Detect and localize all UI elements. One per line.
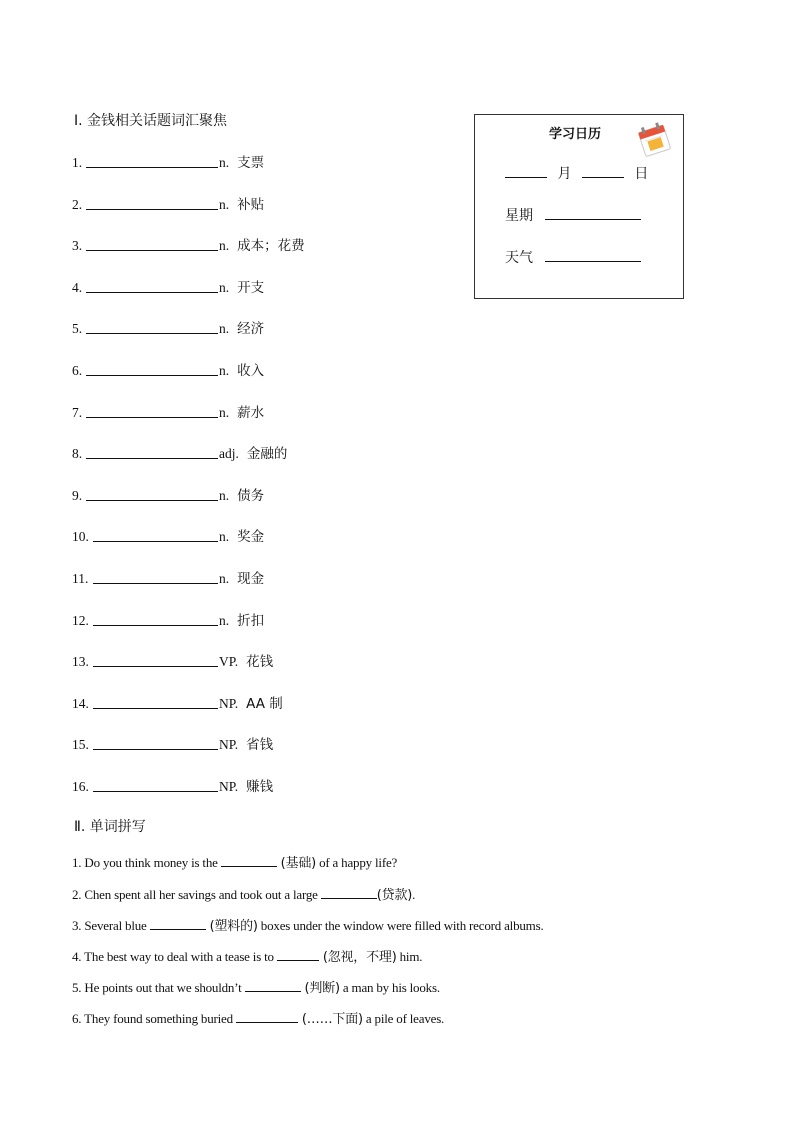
vocab-item xyxy=(72,234,305,254)
vocab-number: 5. xyxy=(72,321,83,337)
part-of-speech: n. xyxy=(219,196,230,212)
weather-label: 天气 xyxy=(505,250,533,266)
sentence-text-after: him. xyxy=(396,949,423,964)
part-of-speech: n. xyxy=(219,279,230,295)
sentence-text-after: . xyxy=(412,887,416,902)
vocab-answer-blank[interactable] xyxy=(86,499,218,501)
vocab-answer-blank[interactable] xyxy=(86,249,218,251)
sentence-text-before: 3. Several blue xyxy=(72,918,150,933)
spelling-sentence xyxy=(72,1008,444,1027)
study-calendar-box xyxy=(474,114,684,299)
chinese-meaning: 经济 xyxy=(237,321,265,338)
vocab-answer-blank[interactable] xyxy=(93,707,218,709)
chinese-hint: (忽视，不理) xyxy=(318,950,397,965)
part-of-speech: n. xyxy=(219,363,230,378)
part-of-speech: n. xyxy=(219,529,230,545)
vocab-number: 8. xyxy=(72,446,83,462)
vocab-answer-blank[interactable] xyxy=(93,540,218,542)
section2-title: Ⅱ. 单词拼写 xyxy=(74,819,146,835)
sentence-text-after: a pile of leaves. xyxy=(362,1011,445,1026)
calendar-title: 学习日历 xyxy=(549,127,602,142)
vocab-item xyxy=(72,525,264,545)
vocab-item xyxy=(72,276,264,296)
spelling-answer-blank[interactable] xyxy=(236,1021,298,1023)
part-of-speech: n. xyxy=(219,612,230,628)
day-label: 日 xyxy=(634,166,649,182)
spelling-answer-blank[interactable] xyxy=(321,897,377,899)
calendar-weather-line xyxy=(505,247,641,267)
vocab-answer-blank[interactable] xyxy=(86,291,218,293)
chinese-meaning: 花钱 xyxy=(246,654,274,671)
vocab-item xyxy=(72,193,264,213)
spelling-answer-blank[interactable] xyxy=(245,990,301,992)
vocab-item xyxy=(72,442,287,462)
vocab-item xyxy=(72,151,264,171)
sentence-text-before: 5. He points out that we shouldn’t xyxy=(72,980,245,995)
chinese-meaning: 成本；花费 xyxy=(237,238,305,255)
chinese-meaning: 省钱 xyxy=(246,737,274,754)
vocab-answer-blank[interactable] xyxy=(93,665,218,667)
spelling-answer-blank[interactable] xyxy=(150,928,206,930)
sentence-text-after: a man by his looks. xyxy=(339,980,440,995)
chinese-meaning: 开支 xyxy=(237,279,265,296)
month-label: 月 xyxy=(557,166,572,182)
sentence-text-before: 6. They found something buried xyxy=(72,1011,236,1026)
part-of-speech: NP. xyxy=(219,695,239,711)
section1-title: Ⅰ. 金钱相关话题词汇聚焦 xyxy=(74,113,228,129)
vocab-number: 6. xyxy=(72,363,83,378)
chinese-meaning: 债务 xyxy=(237,487,265,504)
vocab-item xyxy=(72,484,264,504)
sentence-text-before: 4. The best way to deal with a tease is to xyxy=(72,949,277,964)
vocab-answer-blank[interactable] xyxy=(93,748,218,750)
calendar-icon xyxy=(635,119,675,159)
vocab-answer-blank[interactable] xyxy=(86,166,218,168)
vocab-item xyxy=(72,317,264,337)
vocab-item xyxy=(72,359,264,379)
vocab-number: 12. xyxy=(72,612,89,628)
vocab-answer-blank[interactable] xyxy=(93,624,218,626)
vocab-item xyxy=(72,609,264,629)
chinese-hint: (判断) xyxy=(300,981,340,996)
chinese-meaning: 收入 xyxy=(237,363,265,379)
part-of-speech: NP. xyxy=(219,737,239,753)
vocab-answer-blank[interactable] xyxy=(86,332,218,334)
chinese-meaning: 折扣 xyxy=(237,612,265,629)
weather-blank[interactable] xyxy=(545,260,641,262)
vocab-number: 9. xyxy=(72,487,83,503)
chinese-hint: (贷款) xyxy=(376,888,413,903)
vocab-number: 1. xyxy=(72,155,83,170)
vocab-answer-blank[interactable] xyxy=(93,582,218,584)
part-of-speech: n. xyxy=(219,321,230,337)
chinese-meaning: AA 制 xyxy=(246,695,283,712)
sentence-text-after: boxes under the window were filled with record albums. xyxy=(257,918,544,933)
vocab-number: 15. xyxy=(72,737,89,753)
part-of-speech: n. xyxy=(219,404,230,420)
sentence-text-before: 2. Chen spent all her savings and took out a large xyxy=(72,887,321,902)
chinese-hint: (塑料的) xyxy=(205,919,258,934)
day-blank[interactable] xyxy=(582,176,624,178)
calendar-date-line xyxy=(505,163,648,183)
vocab-item xyxy=(72,650,273,670)
vocab-item xyxy=(72,775,273,795)
spelling-answer-blank[interactable] xyxy=(277,959,319,961)
part-of-speech: n. xyxy=(219,487,230,503)
chinese-meaning: 奖金 xyxy=(237,529,265,546)
vocab-answer-blank[interactable] xyxy=(86,208,218,210)
chinese-hint: (……下面) xyxy=(297,1012,363,1027)
sentence-text-after: of a happy life? xyxy=(316,855,398,870)
weekday-blank[interactable] xyxy=(545,218,641,220)
month-blank[interactable] xyxy=(505,176,547,178)
spelling-sentence xyxy=(72,946,422,965)
part-of-speech: n. xyxy=(219,155,230,170)
part-of-speech: NP. xyxy=(219,779,239,794)
vocab-item xyxy=(72,733,273,753)
vocab-number: 14. xyxy=(72,695,89,711)
spelling-answer-blank[interactable] xyxy=(221,865,277,867)
vocab-number: 7. xyxy=(72,404,83,420)
weekday-label: 星期 xyxy=(505,208,533,224)
vocab-number: 3. xyxy=(72,238,83,254)
part-of-speech: n. xyxy=(219,238,230,254)
vocab-number: 16. xyxy=(72,779,89,794)
chinese-meaning: 补贴 xyxy=(237,196,265,213)
spelling-sentence xyxy=(72,852,397,871)
vocab-answer-blank[interactable] xyxy=(93,790,218,792)
chinese-meaning: 支票 xyxy=(237,155,265,171)
chinese-meaning: 现金 xyxy=(237,571,265,587)
part-of-speech: n. xyxy=(219,571,230,586)
sentence-text-before: 1. Do you think money is the xyxy=(72,855,221,870)
chinese-meaning: 金融的 xyxy=(246,446,288,463)
vocab-answer-blank[interactable] xyxy=(86,374,218,376)
vocab-number: 11. xyxy=(72,571,89,586)
chinese-meaning: 薪水 xyxy=(237,404,265,421)
part-of-speech: adj. xyxy=(219,446,239,462)
vocab-item xyxy=(72,401,264,421)
part-of-speech: VP. xyxy=(219,654,239,670)
spelling-sentence xyxy=(72,884,415,903)
vocab-item xyxy=(72,692,283,712)
vocab-number: 4. xyxy=(72,279,83,295)
vocab-number: 10. xyxy=(72,529,89,545)
vocab-answer-blank[interactable] xyxy=(86,457,218,459)
vocab-answer-blank[interactable] xyxy=(86,416,218,418)
calendar-weekday-line xyxy=(505,205,641,225)
spelling-sentence xyxy=(72,977,440,996)
vocab-number: 13. xyxy=(72,654,89,670)
chinese-meaning: 赚钱 xyxy=(246,779,274,795)
chinese-hint: (基础) xyxy=(276,856,317,871)
vocab-item xyxy=(72,567,264,587)
vocab-number: 2. xyxy=(72,196,83,212)
spelling-sentence xyxy=(72,915,544,934)
